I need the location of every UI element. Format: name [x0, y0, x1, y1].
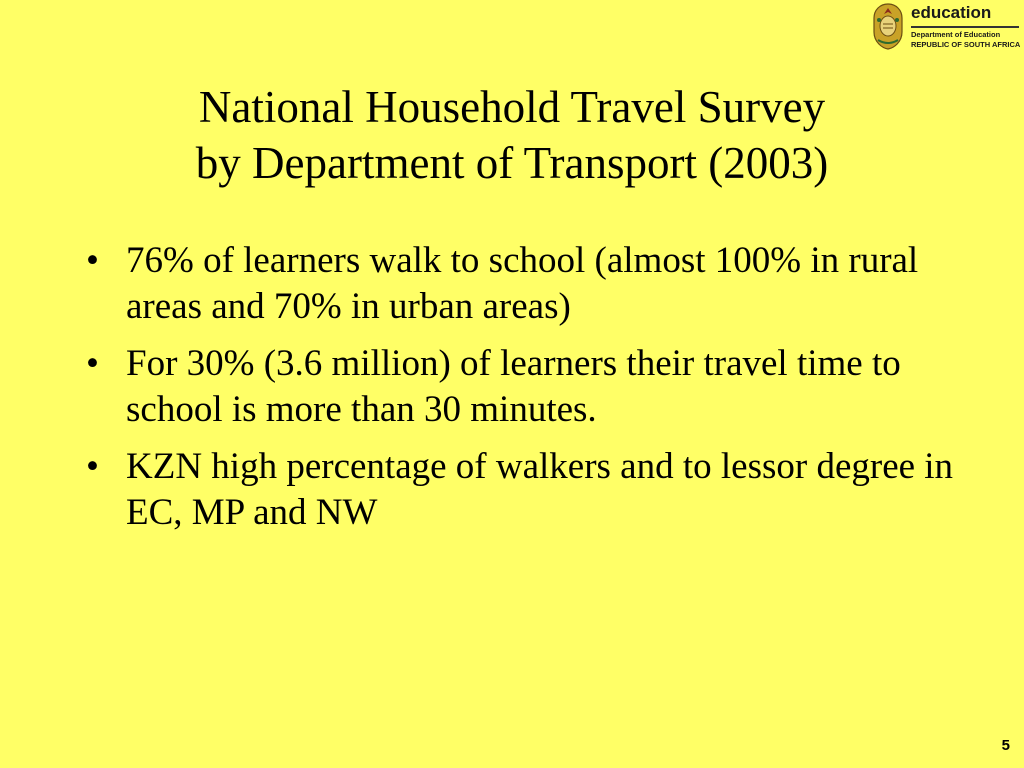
bullet-item: [86, 341, 966, 432]
bullet-marker: •: [86, 240, 99, 281]
bullet-marker: •: [86, 446, 99, 487]
bullet-list: [86, 238, 966, 547]
logo-department: Department of Education: [911, 30, 1001, 39]
slide-title-line-1: National Household Travel Survey: [198, 82, 826, 132]
bullet-item: [86, 444, 966, 535]
slide-title-line-2: by Department of Transport (2003): [195, 137, 829, 188]
bullet-marker: •: [86, 343, 99, 384]
bullet-text: For 30% (3.6 million) of learners their travel time to school is more than 30 minutes.: [126, 343, 901, 430]
bullet-item: [86, 238, 966, 329]
bullet-text: 76% of learners walk to school (almost 100% in rural areas and 70% in urban areas): [126, 240, 919, 327]
bullet-text: KZN high percentage of walkers and to lessor degree in EC, MP and NW: [126, 446, 954, 533]
logo-word: education: [911, 3, 992, 22]
logo-country: REPUBLIC OF SOUTH AFRICA: [911, 40, 1021, 49]
slide-title: [60, 80, 964, 192]
logo-divider: [911, 26, 1019, 28]
department-logo: [870, 2, 1022, 52]
page-number: 5: [1001, 737, 1010, 754]
coat-of-arms-icon: [870, 2, 906, 50]
